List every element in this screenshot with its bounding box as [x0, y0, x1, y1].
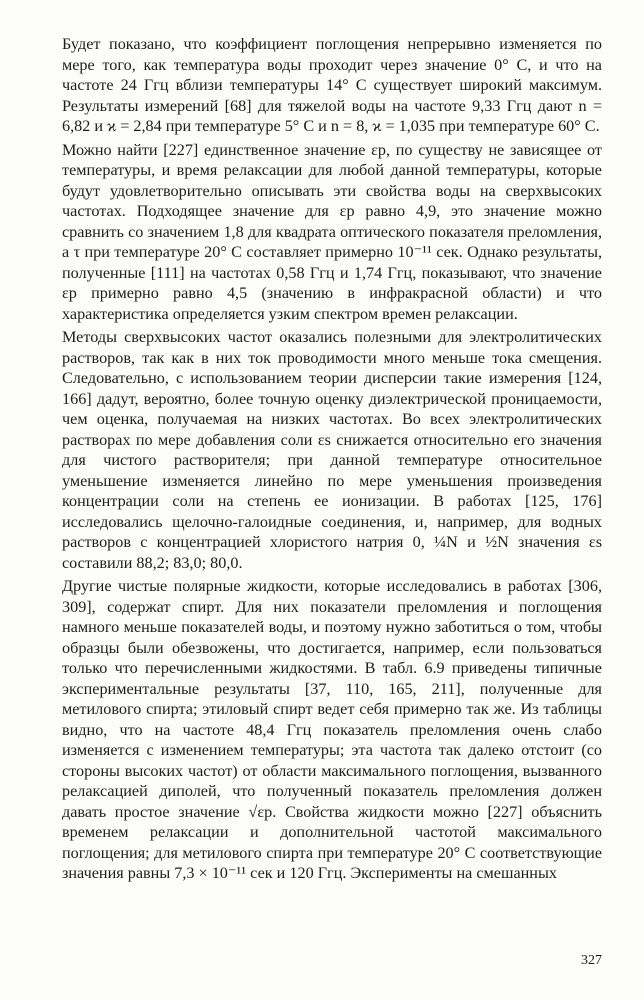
- body-text: [62, 34, 602, 884]
- paragraph-1: Будет показано, что коэффициент поглощения непрерывно изменяется по мере того, как температура воды проходит через значение 0° C, и что на частоте 24 Ггц вблизи температуры 14° C существует широкий максимум. Результаты измерений [68] для тяжелой воды на частоте 9,33 Ггц дают n = 6,82 и ϰ = 2,84 при температуре 5° C и n = 8, ϰ = 1,035 при температуре 60° C.: [62, 35, 602, 135]
- page-number: 327: [581, 953, 602, 968]
- paragraph-4: Другие чистые полярные жидкости, которые исследовались в работах [306, 309], содержат спирт. Для них показатели преломления и поглощения намного меньше показателей воды, и поэтому нужно заботиться о том, чтобы образцы были обезвожены, что достигается, например, если пользоваться только что перечисленными жидкостями. В табл. 6.9 приведены типичные экспериментальные результаты [37, 110, 165, 211], полученные для метилового спирта; этиловый спирт ведет себя примерно так же. Из таблицы видно, что на частоте 48,4 Ггц показатель преломления очень слабо изменяется с изменением температуры; эта частота так далеко отстоит (со стороны высоких частот) от области максимального поглощения, вызванного релаксацией диполей, что полученный показатель преломления должен давать простое значение √εp. Свойства жидкости можно [227] объяснить временем релаксации и дополнительной частотой максимального поглощения; для метилового спирта при температуре 20° C соответствующие значения равны 7,3 × 10⁻¹¹ сек и 120 Ггц. Эксперименты на смешанных: [62, 577, 602, 882]
- paragraph-3: Методы сверхвысоких частот оказались полезными для электролитических растворов, так как в них ток проводимости много меньше тока смещения. Следовательно, с использованием теории дисперсии такие измерения [124, 166] дадут, вероятно, более точную оценку диэлектрической проницаемости, чем оценка, получаемая на низких частотах. Во всех электролитических растворах по мере добавления соли εs снижается относительно его значения для чистого растворителя; при данной температуре относительное уменьшение изменяется линейно по мере уменьшения произведения концентрации соли на степень ее ионизации. В работах [125, 176] исследовались щелочно-галоидные соединения, и, например, для водных растворов с концентрацией хлористого натрия 0, ¼N и ½N значения εs составили 88,2; 83,0; 80,0.: [62, 328, 602, 572]
- paragraph-2: Можно найти [227] единственное значение εp, по существу не зависящее от температуры, и время релаксации для любой данной температуры, которые будут удовлетворительно описывать эти свойства воды на сверхвысоких частотах. Подходящее значение для εp равно 4,9, это значение можно сравнить со значением 1,8 для квадрата оптического показателя преломления, а τ при температуре 20° C составляет примерно 10⁻¹¹ сек. Однако результаты, полученные [111] на частотах 0,58 Ггц и 1,74 Ггц, показывают, что значение εp примерно равно 4,5 (значению в инфракрасной области) и что характеристика определяется узким спектром времен релаксации.: [62, 140, 602, 323]
